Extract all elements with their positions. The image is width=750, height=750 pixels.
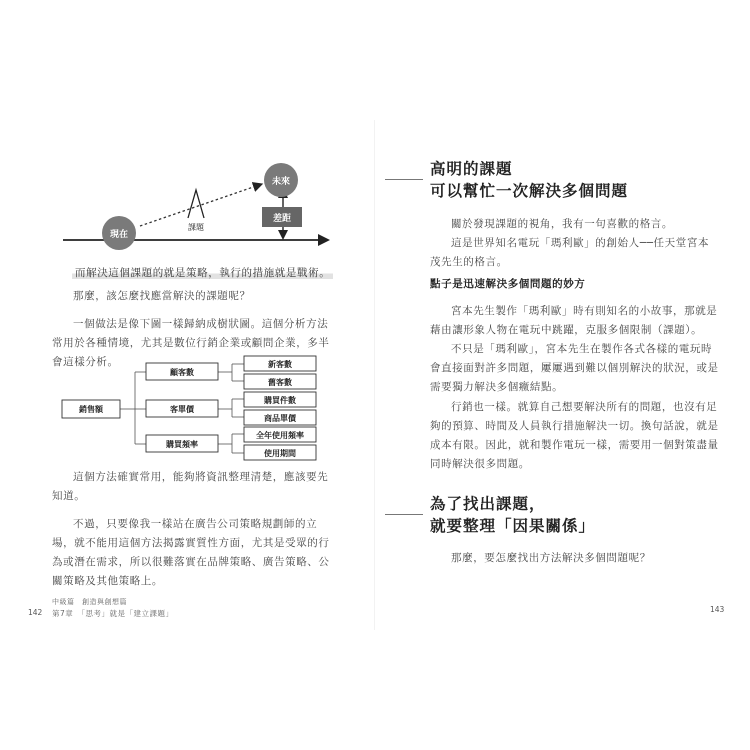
right-body-2 — [430, 302, 720, 406]
peak-marker — [188, 190, 204, 218]
heading-rule — [385, 514, 423, 515]
tree-l2-label: 新客數 — [268, 360, 292, 369]
time-axis-arrowhead — [318, 234, 330, 246]
heading-line: 可以幫忙一次解決多個問題 — [430, 182, 629, 200]
tree-l2-label: 商品單價 — [264, 414, 296, 423]
heading-line: 高明的課題 — [430, 160, 513, 178]
running-footer-series: 中級篇 創造與創想篇 — [52, 598, 127, 606]
circle-present-label: 現在 — [109, 230, 129, 240]
heading-rule — [385, 179, 423, 180]
right-body-1 — [430, 215, 720, 281]
paragraph: 關於發現課題的視角，我有一句喜歡的格言。 — [451, 218, 673, 230]
left-body-2 — [52, 468, 337, 600]
diagram-caption — [72, 265, 333, 280]
tree-l1-label: 客單價 — [170, 405, 194, 414]
tree-l2-label: 舊客數 — [268, 378, 292, 387]
right-body-4 — [430, 549, 720, 577]
tree-diagram — [0, 352, 375, 462]
paragraph: 不過，只要像我一樣站在廣告公司策略規劃師的立場，就不能用這個方法揭露實質性方面，尤其是受眾的行為或潛在需求，所以很難落實在品牌策略、廣告策略、公關策略及其他策略上。 — [52, 518, 330, 587]
right-body-3 — [430, 398, 720, 483]
section-heading-1 — [430, 158, 628, 202]
right-page — [375, 0, 750, 750]
tree-l1-label: 購買頻率 — [166, 440, 198, 449]
gap-diagram — [0, 0, 375, 270]
tree-root-label: 銷售額 — [79, 405, 103, 414]
paragraph: 不只是「瑪利歐」，宮本先生在製作各式各樣的電玩時會直接面對許多問題，屢屢遇到難以個別解決的狀況，或是需要獨力解決多個癥結點。 — [430, 343, 719, 393]
tree-l2-label: 購買件數 — [264, 396, 296, 405]
paragraph: 行銷也一樣。就算自己想要解決所有的問題，也沒有足夠的預算、時間及人員執行措施解決一切。換句話說，就是成本有限。因此，就和製作電玩一樣，需要用一個對策盡量同時解決很多問題。 — [430, 401, 719, 470]
caption-text: 而解決這個課題的就是策略，執行的措施就是戰術。 — [72, 267, 333, 279]
heading-line: 為了找出課題， — [430, 495, 546, 513]
paragraph: 這個方法確實常用，能夠將資訊整理清楚，應該要先知道。 — [52, 471, 329, 502]
paragraph: 那麼，要怎麼找出方法解決多個問題呢？ — [451, 552, 651, 564]
dotted-arrow — [140, 184, 262, 226]
running-footer-chapter: 第7章 「思考」就是「建立課題」 — [52, 609, 174, 618]
gap-arrow-down — [278, 230, 288, 240]
paragraph: 這是世界知名電玩「瑪利歐」的創始人──任天堂宮本茂先生的格言。 — [430, 237, 710, 268]
tree-l2-label: 全年使用頻率 — [256, 431, 304, 440]
circle-future-label: 未來 — [271, 177, 291, 187]
paragraph: 一個做法是像下圖一樣歸納成樹狀圖。這個分析方法常用於各種情境，尤其是數位行銷企業或顧問企業，多半會這樣分析。 — [52, 318, 330, 368]
subheading: 點子是迅速解決多個問題的妙方 — [430, 278, 586, 290]
gap-label: 差距 — [272, 214, 292, 224]
page-number-left: 142 — [28, 608, 43, 617]
paragraph: 宮本先生製作「瑪利歐」時有則知名的小故事，那就是藉由讓形象人物在電玩中跳躍，克服多個限制（課題）。 — [430, 305, 718, 336]
heading-line: 就要整理「因果關係」 — [430, 517, 596, 535]
peak-label: 課題 — [188, 223, 204, 232]
paragraph: 那麼，該怎麼找應當解決的課題呢？ — [73, 290, 251, 302]
tree-l1-label: 顧客數 — [170, 368, 194, 377]
section-heading-2 — [430, 493, 595, 537]
tree-l2-label: 使用期間 — [264, 449, 296, 458]
page-number-right: 143 — [710, 605, 725, 614]
